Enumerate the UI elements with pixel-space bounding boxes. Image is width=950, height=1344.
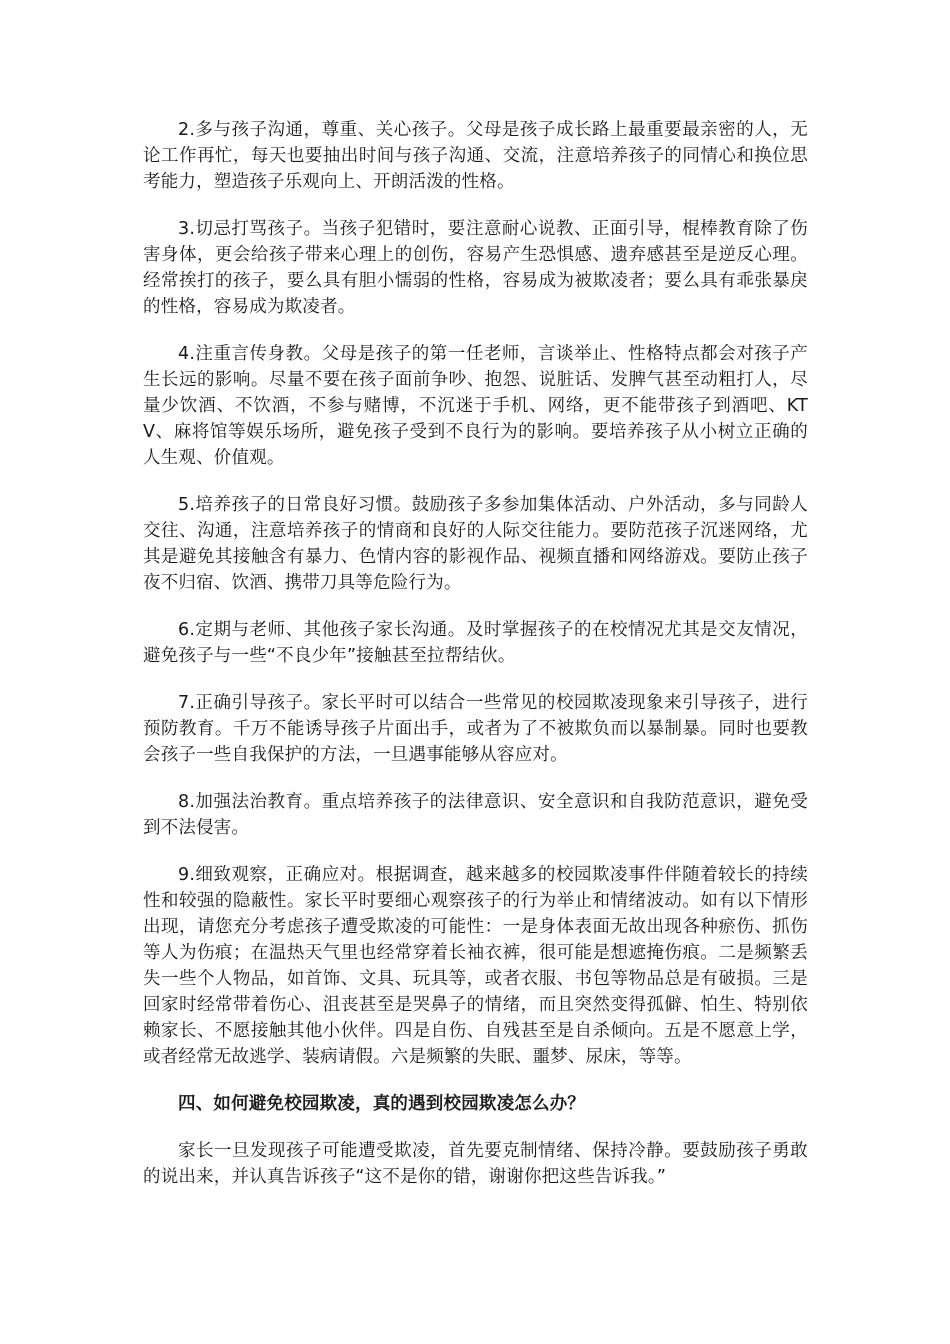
- paragraph-9-observe: 9.细致观察，正确应对。根据调查，越来越多的校园欺凌事件伴随着较长的持续性和较强的隐蔽性。家长平时要细心观察孩子的行为举止和情绪波动。如有以下情形出现，请您充分考虑孩子遭受欺凌的可能性：一是身体表面无故出现各种瘀伤、抓伤等人为伤痕；在温热天气里也经常穿着长袖衣裤，很可能是想遮掩伤痕。二是频繁丢失一些个人物品，如首饰、文具、玩具等，或者衣服、书包等物品总是有破损。三是回家时经常带着伤心、沮丧甚至是哭鼻子的情绪，而且突然变得孤僻、怕生、特别依赖家长、不愿接触其他小伙伴。四是自伤、自残甚至是自杀倾向。五是不愿意上学，或者经常无故逃学、装病请假。六是频繁的失眠、噩梦、尿床，等等。: [143, 865, 808, 1067]
- paragraph-8-legal-education: 8.加强法治教育。重点培养孩子的法律意识、安全意识和自我防范意识，避免受到不法侵害。: [143, 792, 808, 838]
- paragraph-7-guide-children: 7.正确引导孩子。家长平时可以结合一些常见的校园欺凌现象来引导孩子，进行预防教育。千万不能诱导孩子片面出手，或者为了不被欺负而以暴制暴。同时也要教会孩子一些自我保护的方法，一旦遇事能够从容应对。: [143, 693, 808, 765]
- section-heading: 四、如何避免校园欺凌，真的遇到校园欺凌怎么办？: [178, 1094, 586, 1114]
- paragraph-final: 家长一旦发现孩子可能遭受欺凌，首先要克制情绪、保持冷静。要鼓励孩子勇敢的说出来，并认真告诉孩子“这不是你的错，谢谢你把这些告诉我。”: [143, 1141, 808, 1187]
- paragraph-3-no-beating: 3.切忌打骂孩子。当孩子犯错时，要注意耐心说教、正面引导，棍棒教育除了伤害身体，更会给孩子带来心理上的创伤，容易产生恐惧感、遗弃感甚至是逆反心理。经常挨打的孩子，要么具有胆小懦弱的性格，容易成为被欺凌者；要么具有乖张暴戾的性格，容易成为欺凌者。: [143, 219, 808, 317]
- paragraph-5-good-habits: 5.培养孩子的日常良好习惯。鼓励孩子多参加集体活动、户外活动，多与同龄人交往、沟通，注意培养孩子的情商和良好的人际交往能力。要防范孩子沉迷网络，尤其是避免其接触含有暴力、色情内容的影视作品、视频直播和网络游戏。要防止孩子夜不归宿、饮酒、携带刀具等危险行为。: [143, 495, 808, 593]
- document-body: [143, 117, 808, 1211]
- paragraph-2-communicate: 2.多与孩子沟通，尊重、关心孩子。父母是孩子成长路上最重要最亲密的人，无论工作再忙，每天也要抽出时间与孩子沟通、交流，注意培养孩子的同情心和换位思考能力，塑造孩子乐观向上、开朗活泼的性格。: [143, 120, 808, 192]
- paragraph-4-lead-by-example: 4.注重言传身教。父母是孩子的第一任老师，言谈举止、性格特点都会对孩子产生长远的影响。尽量不要在孩子面前争吵、抱怨、说脏话、发脾气甚至动粗打人，尽量少饮酒、不饮酒，不参与赌博，不沉迷于手机、网络，更不能带孩子到酒吧、KTV、麻将馆等娱乐场所，避免孩子受到不良行为的影响。要培养孩子从小树立正确的人生观、价值观。: [143, 344, 808, 468]
- paragraph-6-contact-teachers: 6.定期与老师、其他孩子家长沟通。及时掌握孩子的在校情况尤其是交友情况，避免孩子与一些“不良少年”接触甚至拉帮结伙。: [143, 620, 808, 666]
